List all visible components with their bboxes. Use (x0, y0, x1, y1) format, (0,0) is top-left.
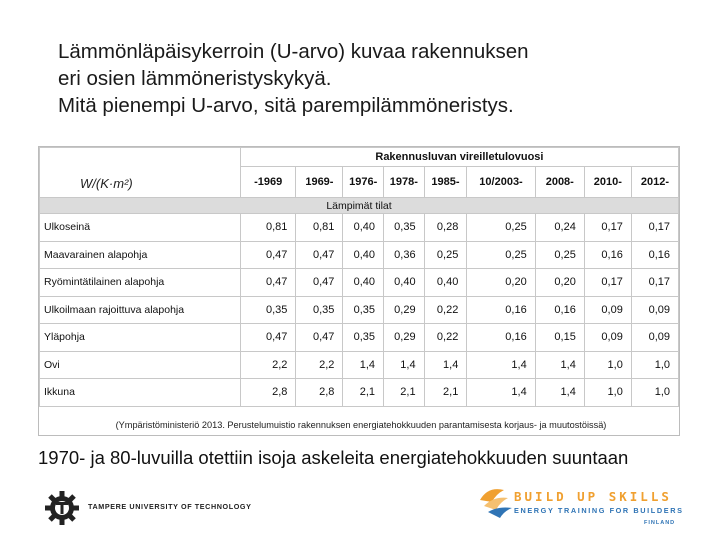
u-value-cell: 0,29 (384, 324, 425, 352)
table-row (40, 324, 679, 352)
title-line-3: Mitä pienempi U-arvo, sitä parempilämmöneristys. (58, 94, 514, 117)
table-group-header: Rakennusluvan vireilletulovuosi (240, 148, 678, 167)
u-value-cell: 2,1 (384, 379, 425, 407)
u-value-cell: 0,35 (343, 324, 384, 352)
build-up-skills-name: BUILD UP SKILLS (514, 489, 672, 504)
u-value-cell: 0,15 (535, 324, 584, 352)
table-corner-cell-2 (40, 167, 241, 198)
u-value-table-image (38, 146, 680, 436)
u-value-cell: 0,16 (584, 241, 631, 269)
source-citation: (Ympäristöministeriö 2013. Perustelumuistio rakennuksen energiatehokkuuden parantamisesta korjaus- ja muutostöissä) (115, 420, 607, 430)
tut-name: TAMPERE UNIVERSITY OF TECHNOLOGY (88, 502, 252, 511)
u-value-cell: 0,20 (535, 269, 584, 297)
u-value-cell: 0,20 (467, 269, 535, 297)
u-value-cell: 2,1 (343, 379, 384, 407)
row-label: Ulkoseinä (40, 214, 241, 242)
u-value-cell: 0,40 (343, 241, 384, 269)
u-value-cell: 0,36 (384, 241, 425, 269)
table-row (40, 269, 679, 297)
build-up-skills-country: FINLAND (644, 520, 676, 526)
u-value-cell: 2,2 (240, 351, 296, 379)
build-up-skills-tagline: ENERGY TRAINING FOR BUILDERS (514, 506, 684, 515)
build-up-skills-logo-icon (474, 480, 518, 520)
u-value-cell: 0,40 (343, 214, 384, 242)
u-value-cell: 1,0 (631, 351, 678, 379)
u-value-cell: 1,4 (535, 379, 584, 407)
u-value-cell: 1,0 (631, 379, 678, 407)
table-body (40, 214, 679, 407)
table-corner-cell (40, 148, 241, 167)
table-row (40, 214, 679, 242)
u-value-cell: 2,2 (296, 351, 343, 379)
u-value-cell: 0,40 (424, 269, 467, 297)
column-header: -1969 (240, 167, 296, 198)
title-line-1: Lämmönläpäisykerroin (U-arvo) kuvaa rakennuksen (58, 40, 529, 63)
u-value-cell: 0,16 (535, 296, 584, 324)
u-value-cell: 0,25 (467, 214, 535, 242)
u-value-cell: 2,1 (424, 379, 467, 407)
u-value-cell: 0,47 (240, 269, 296, 297)
u-value-cell: 1,0 (584, 379, 631, 407)
u-value-cell: 0,47 (240, 241, 296, 269)
unit-label: W/(K·m²) (80, 176, 133, 191)
u-value-cell: 0,17 (584, 214, 631, 242)
table-row (40, 296, 679, 324)
row-label: Ryömintätilainen alapohja (40, 269, 241, 297)
u-value-cell: 0,22 (424, 324, 467, 352)
u-value-cell: 0,47 (240, 324, 296, 352)
column-header: 2008- (535, 167, 584, 198)
u-value-cell: 0,47 (296, 324, 343, 352)
table-row (40, 351, 679, 379)
table-row (40, 241, 679, 269)
u-value-cell: 1,4 (384, 351, 425, 379)
u-value-cell: 0,09 (631, 324, 678, 352)
u-value-cell: 2,8 (240, 379, 296, 407)
u-value-cell: 0,35 (240, 296, 296, 324)
u-value-cell: 0,28 (424, 214, 467, 242)
column-header: 1985- (424, 167, 467, 198)
u-value-cell: 0,16 (467, 324, 535, 352)
u-value-cell: 0,25 (467, 241, 535, 269)
u-value-cell: 0,47 (296, 241, 343, 269)
u-value-cell: 1,4 (467, 379, 535, 407)
u-value-cell: 1,4 (467, 351, 535, 379)
row-label: Ikkuna (40, 379, 241, 407)
u-value-cell: 0,81 (240, 214, 296, 242)
u-value-cell: 0,25 (535, 241, 584, 269)
u-value-cell: 2,8 (296, 379, 343, 407)
row-label: Maavarainen alapohja (40, 241, 241, 269)
u-value-cell: 0,35 (384, 214, 425, 242)
u-value-cell: 0,09 (584, 296, 631, 324)
u-value-cell: 0,47 (296, 269, 343, 297)
u-value-cell: 0,35 (343, 296, 384, 324)
u-value-cell: 1,4 (535, 351, 584, 379)
u-value-cell: 0,17 (584, 269, 631, 297)
column-header: 1969- (296, 167, 343, 198)
row-label: Ovi (40, 351, 241, 379)
u-value-cell: 0,17 (631, 269, 678, 297)
slide-title (58, 38, 698, 119)
conclusion-text: 1970- ja 80-luvuilla otettiin isoja askeleita energiatehokkuuden suuntaan (38, 447, 629, 468)
u-value-cell: 1,0 (584, 351, 631, 379)
u-value-cell: 0,24 (535, 214, 584, 242)
u-value-cell: 0,22 (424, 296, 467, 324)
u-value-cell: 0,35 (296, 296, 343, 324)
column-header: 2012- (631, 167, 678, 198)
row-label: Yläpohja (40, 324, 241, 352)
u-value-cell: 0,16 (631, 241, 678, 269)
u-value-cell: 0,40 (384, 269, 425, 297)
table-row (40, 379, 679, 407)
u-value-cell: 0,29 (384, 296, 425, 324)
tut-gear-logo-icon (44, 490, 80, 526)
column-header: 2010- (584, 167, 631, 198)
u-value-table (39, 147, 679, 407)
u-value-cell: 0,09 (631, 296, 678, 324)
column-header: 1978- (384, 167, 425, 198)
title-line-2: eri osien lämmöneristyskykyä. (58, 67, 332, 90)
u-value-cell: 0,16 (467, 296, 535, 324)
u-value-cell: 0,09 (584, 324, 631, 352)
row-label: Ulkoilmaan rajoittuva alapohja (40, 296, 241, 324)
u-value-cell: 0,81 (296, 214, 343, 242)
column-header: 1976- (343, 167, 384, 198)
u-value-cell: 0,25 (424, 241, 467, 269)
table-band-label: Lämpimät tilat (40, 198, 679, 214)
u-value-cell: 0,40 (343, 269, 384, 297)
u-value-cell: 1,4 (424, 351, 467, 379)
u-value-cell: 0,17 (631, 214, 678, 242)
u-value-cell: 1,4 (343, 351, 384, 379)
column-header: 10/2003- (467, 167, 535, 198)
